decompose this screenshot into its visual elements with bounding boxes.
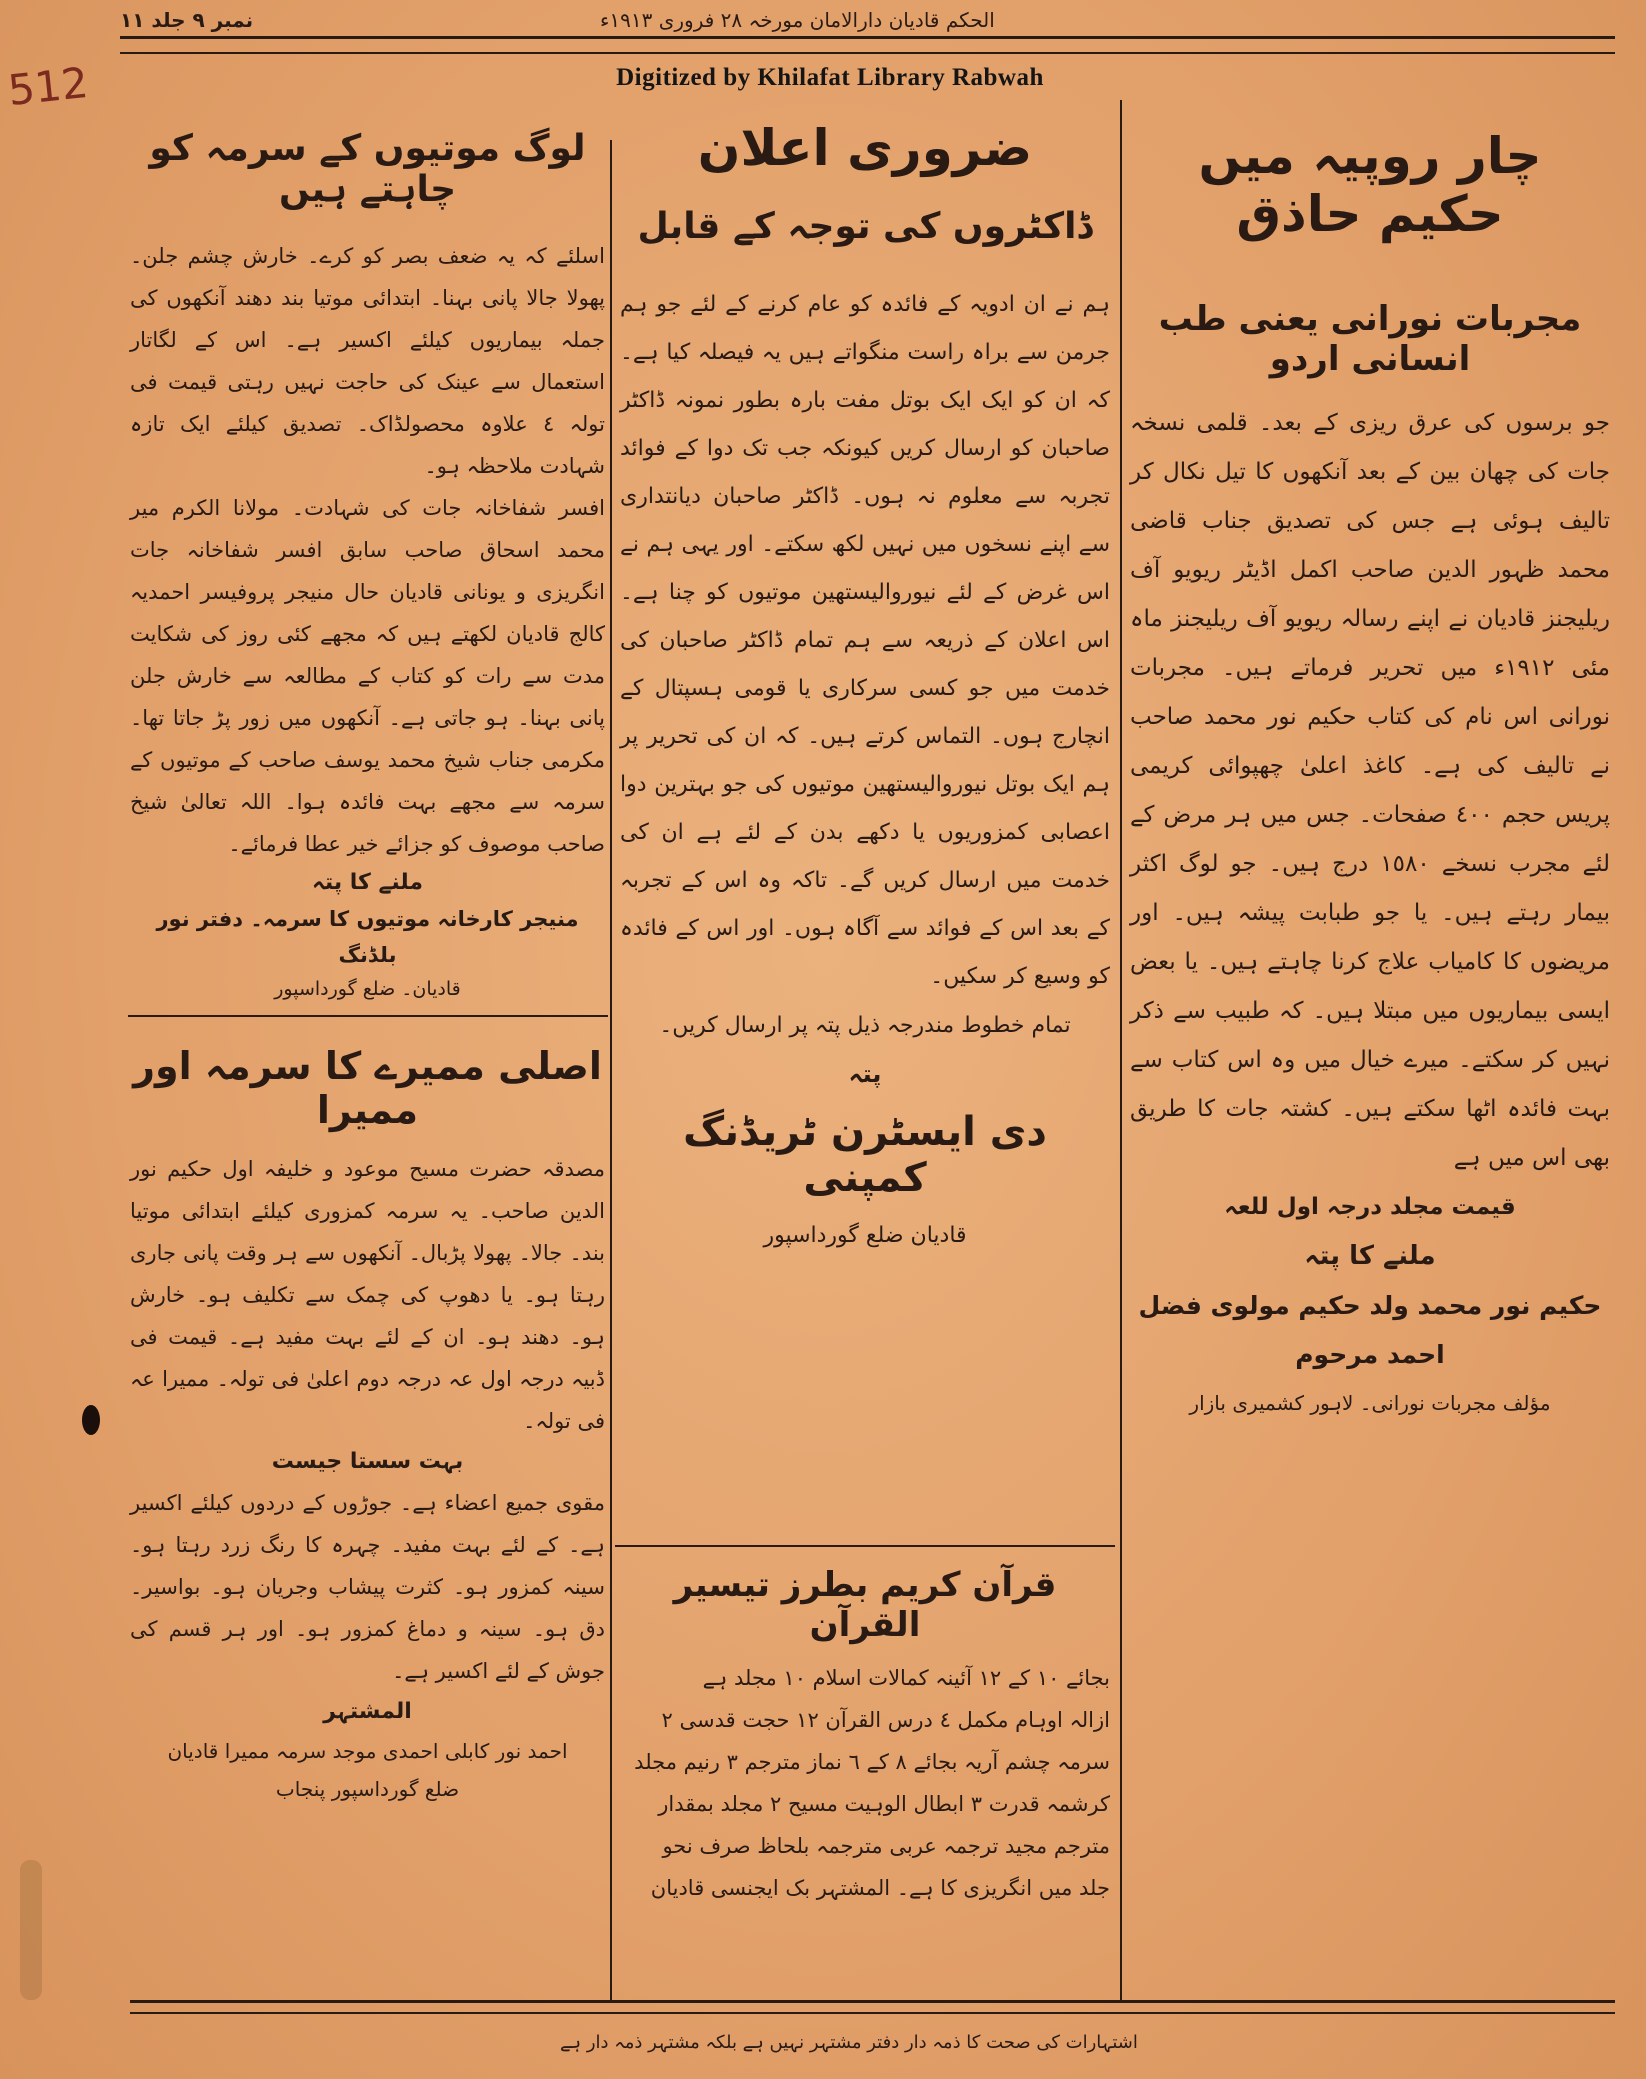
mamira-ad-advertiser-heading: المشتہر [323,1699,412,1725]
margin-note: 512 [5,57,91,116]
mamira-ad-body: مصدقہ حضرت مسیح موعود و خلیفہ اول حکیم نور الدین صاحب۔ یہ سرمہ کمزوری کیلئے ابتدائی موتیا بند۔ جالا۔ پھولا پڑبال۔ آنکھوں سے ہر وقت پانی جاری رہتا ہو۔ یا دھوپ کی چمک سے تکلیف ہو۔ خارش ہو۔ دھند ہو۔ ان کے لئے بہت مفید ہے۔ قیمت فی ڈبیہ درجہ اول عہ درجہ دوم اعلیٰ فی تولہ۔ ممیرا عہ فی تولہ۔ [130,1157,605,1434]
right-column-ad [1130,120,1610,1428]
header-rule-bottom [120,52,1615,54]
right-ad-address-line: مؤلف مجربات نورانی۔ لاہور کشمیری بازار [1189,1391,1551,1415]
left-column-separator [128,1015,608,1017]
right-ad-title: چار روپیہ میں حکیم حاذق [1198,127,1542,243]
paper-stain [20,1860,42,2000]
left-ad-title: لوگ موتیوں کے سرمہ کو چاہتے ہیں [149,128,586,211]
left-ad-body: اسلئے کہ یہ ضعف بصر کو کرے۔ خارش چشم جلن۔ پھولا جالا پانی بہنا۔ ابتدائی موتیا بند دھند آنکھوں کی جملہ بیماریوں کیلئے اکسیر ہے۔ اس کے لگاتار استعمال سے عینک کی حاجت نہیں رہتی قیمت فی تولہ ٤ علاوہ محصولڈاک۔ تصدیق کیلئے ایک تازہ شہادت ملاحظہ ہو۔ [130,243,606,478]
left-column-ad [130,120,605,1005]
left-ad-address-line: منیجر کارخانہ موتیوں کا سرمہ۔ دفتر نور بلڈنگ [156,906,579,967]
column-rule-left [610,140,612,2000]
right-ad-subtitle: مجربات نورانی یعنی طب انسانی اردو [1158,299,1582,379]
right-ad-body: جو برسوں کی عرق ریزی کے بعد۔ قلمی نسخہ جات کی چھان بین کے بعد آنکھوں کا تیل نکال کر تالیف ہوئی ہے جس کی تصدیق جناب قاضی محمد ظہور الدین صاحب اکمل اڈیٹر ریویو آف ریلیجنز قادیان نے اپنے رسالہ ریویو آف ریلیجنز ماہ مئی ١٩١٢ء میں تحریر فرماتے ہیں۔ مجربات نورانی اس نام کی کتاب حکیم نور محمد صاحب نے تالیف کی ہے۔ کاغذ اعلیٰ چھپوائی کریمی پریس حجم ٤٠٠ صفحات۔ جس میں ہر مرض کے لئے مجرب نسخے ١٥٨٠ درج ہیں۔ جو لوگ اکثر بیمار رہتے ہیں۔ یا جو طبابت پیشہ ہیں۔ اور مریضوں کا کامیاب علاج کرنا چاہتے ہیں۔ یا بعض ایسی بیماریوں میں مبتلا ہیں۔ کہ طبیب سے ذکر نہیں کر سکتے۔ میرے خیال میں وہ اس کتاب سے بہت فائدہ اٹھا سکتے ہیں۔ کشتہ جات کا طریق بھی اس میں ہے [1130,410,1611,1171]
mamira-ad [130,1045,605,1808]
mamira-ad-advertiser-line: ضلع گورداسپور پنجاب [275,1777,460,1802]
middle-ad-instruction: تمام خطوط مندرجہ ذیل پتہ پر ارسال کریں۔ [659,1012,1071,1038]
right-ad-address-line: حکیم نور محمد ولد حکیم مولوی فضل احمد مرحوم [1138,1291,1602,1369]
footer-rule-bottom [130,2012,1615,2014]
column-rule-right [1120,100,1122,2000]
quran-ad-line: کرشمہ قدرت ٣ ابطال الوہیت مسیح ٢ مجلد بمقدار [658,1792,1110,1816]
right-ad-address-heading: ملنے کا پتہ [1304,1241,1436,1271]
company-address: قادیان ضلع گورداسپور [763,1222,967,1248]
middle-ad-title: ضروری اعلان [697,119,1033,177]
middle-ad-address-heading: پتہ [848,1059,882,1088]
quran-ad-line: بجائے ١٠ کے ١٢ آئینہ کمالات اسلام ١٠ مجلد ہے [702,1666,1110,1690]
mamira-ad-subheading: بہت سستا جیست [271,1449,464,1475]
masthead-line: الحکم قادیان دارالامان مورخہ ٢٨ فروری ١٩١٣ء [600,8,995,32]
issue-number: نمبر ٩ جلد ١١ [120,8,254,32]
quran-ad [620,1565,1110,1909]
middle-ad-body: ہم نے ان ادویہ کے فائدہ کو عام کرنے کے لئے جو ہم جرمن سے براہ راست منگواتے ہیں یہ فیصلہ کیا ہے۔ کہ ان کو ایک ایک بوتل مفت بارہ بطور نمونہ ڈاکٹر صاحبان کو ارسال کریں کیونکہ جب تک دوا کے فوائد تجربہ سے معلوم نہ ہوں۔ ڈاکٹر صاحبان دیانتداری سے اپنے نسخوں میں نہیں لکھ سکتے۔ اور یہی ہم نے اس غرض کے لئے نیوروالیستھین موتیوں کو چنا ہے۔ اس اعلان کے ذریعہ سے ہم تمام ڈاکٹر صاحبان کی خدمت میں جو کسی سرکاری یا قومی ہسپتال کے انچارج ہوں۔ التماس کرتے ہیں۔ کہ ان کی تحریر پر ہم ایک بوتل نیوروالیستھین موتیوں کی جو بہترین دوا اعصابی کمزوریوں یا دکھے بدن کے لئے ہے ان کی خدمت میں ارسال کریں گے۔ تاکہ وہ اس کے تجربہ کے بعد اس کے فوائد سے آگاہ ہوں۔ اور اس کے فائدہ کو وسیع کر سکیں۔ [620,291,1110,989]
quran-ad-line: سرمہ چشم آریہ بجائے ٨ کے ٦ نماز مترجم ٣ رنیم مجلد [634,1750,1110,1774]
left-ad-address-line: قادیان۔ ضلع گورداسپور [274,977,461,1000]
quran-ad-line: ازالہ اوہام مکمل ٤ درس القرآن ١٢ حجت قدسی ٢ [661,1708,1110,1732]
footer-rule-top [130,2000,1615,2003]
quran-ad-line: مترجم مجید ترجمہ عربی مترجمہ بلحاظ صرف نحو [662,1834,1110,1858]
left-ad-testimonial: افسر شفاخانہ جات کی شہادت۔ مولانا الکرم میر محمد اسحاق صاحب سابق افسر شفاخانہ جات انگریزی و یونانی قادیان حال منیجر پروفیسر احمدیہ کالج قادیان لکھتے ہیں کہ مجھے کئی روز کی شکایت مدت سے رات کو کتاب کے مطالعہ سے خارش جلن پانی بہنا۔ ہو جاتی ہے۔ آنکھوں میں زور پڑ جاتا تھا۔ مکرمی جناب شیخ محمد یوسف صاحب کے موتیوں کے سرمہ سے مجھے بہت فائدہ ہوا۔ اللہ تعالیٰ شیخ صاحب موصوف کو جزائے خیر عطا فرمائے۔ [130,495,605,856]
mamira-ad-body: مقوی جمیع اعضاء ہے۔ جوڑوں کے دردوں کیلئے اکسیر ہے۔ کے لئے بہت مفید۔ چہرہ کا رنگ زرد رہتا ہو۔ سینہ کمزور ہو۔ کثرت پیشاب وجریان ہو۔ بواسیر۔ دق ہو۔ سینہ و دماغ کمزور ہو۔ اور ہر قسم کی جوش کے لئے اکسیر ہے۔ [130,1491,605,1684]
quran-ad-title: قرآن کریم بطرز تیسیر القرآن [673,1565,1057,1645]
mamira-ad-title: اصلی ممیرے کا سرمہ اور ممیرا [133,1044,602,1132]
company-name: دی ایسٹرن ٹریڈنگ کمپنی [683,1108,1047,1201]
footer-note: اشتہارات کی صحت کا ذمہ دار دفتر مشتہر نہیں ہے بلکہ مشتہر ذمہ دار ہے [560,2032,1138,2053]
header-rule-top [120,36,1615,39]
ink-spot [82,1405,100,1435]
quran-ad-line: جلد میں انگریزی کا ہے۔ المشتہر بک ایجنسی قادیان [650,1876,1110,1900]
mamira-ad-advertiser-line: احمد نور کابلی احمدی موجد سرمہ ممیرا قادیان [167,1739,568,1764]
middle-column-ad [620,120,1110,1260]
middle-ad-subtitle: ڈاکٹروں کی توجہ کے قابل [637,205,1093,247]
left-ad-address-heading: ملنے کا پتہ [312,869,423,895]
right-ad-price: قیمت مجلد درجہ اول للعہ [1224,1194,1516,1220]
watermark: Digitized by Khilafat Library Rabwah [616,64,1044,91]
middle-column-separator [615,1545,1115,1547]
